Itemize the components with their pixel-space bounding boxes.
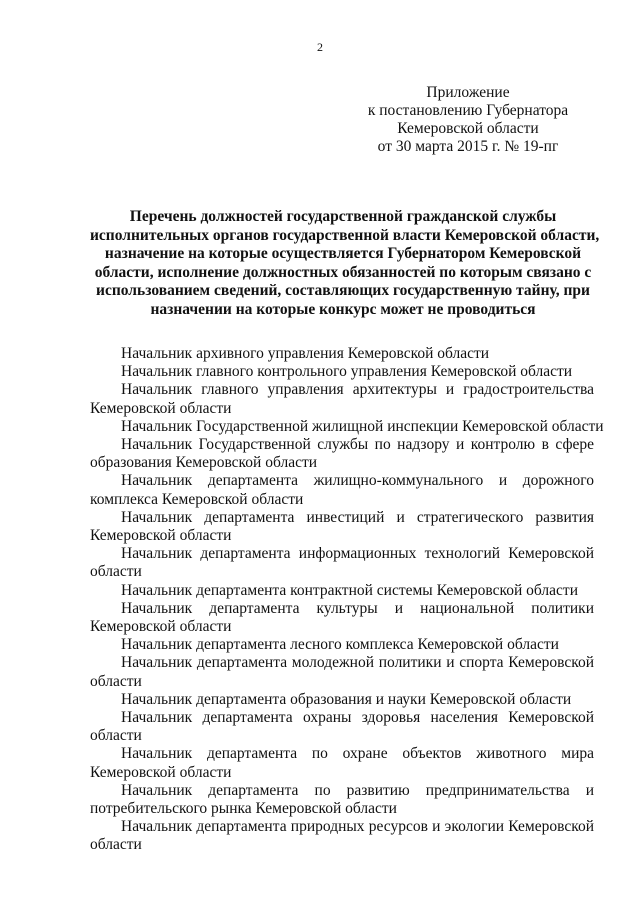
position-item xyxy=(90,417,604,436)
position-item-line: Начальник Государственной жилищной инспекции Кемеровской области xyxy=(121,417,604,435)
position-item xyxy=(90,381,594,417)
appendix-date-number: от 30 марта 2015 г. № 19-пг xyxy=(377,138,559,155)
title-line-6: назначении на которые конкурс может не проводиться xyxy=(150,300,536,318)
appendix-block xyxy=(356,84,580,156)
position-item-line: Начальник департамента молодежной политики и спорта Кемеровской xyxy=(121,654,594,672)
title-line-4: области, исполнение должностных обязанностей по которым связано с xyxy=(94,263,592,281)
position-item xyxy=(90,545,594,581)
position-item xyxy=(90,472,594,508)
position-item-continuation: Кемеровской области xyxy=(90,618,232,636)
position-item-line: Начальник департамента информационных технологий Кемеровской xyxy=(121,545,594,563)
position-item xyxy=(90,600,594,636)
position-item xyxy=(90,582,594,600)
position-item xyxy=(90,782,594,818)
position-item-continuation: области xyxy=(90,563,142,581)
position-item xyxy=(90,636,594,654)
position-item-continuation: области xyxy=(90,836,142,854)
position-item xyxy=(90,745,594,781)
position-item-line: Начальник департамента природных ресурсов и экологии Кемеровской xyxy=(121,818,594,836)
positions-list xyxy=(90,345,604,855)
position-item-line: Начальник архивного управления Кемеровской области xyxy=(121,345,490,362)
appendix-resolution-ref: к постановлению Губернатора xyxy=(367,102,569,119)
position-item-line: Начальник главного управления архитектуры и градостроительства xyxy=(121,381,594,399)
position-item-continuation: Кемеровской области xyxy=(90,527,232,545)
appendix-heading: Приложение xyxy=(426,84,510,101)
position-item xyxy=(90,709,594,745)
title-line-5: использованием сведений, составляющих государственную тайну, при xyxy=(96,282,590,299)
title-line-1: Перечень должностей государственной гражданской службы xyxy=(129,208,557,225)
position-item-continuation: области xyxy=(90,727,142,745)
position-item xyxy=(90,363,594,381)
position-item-line: Начальник Государственной службы по надзору и контролю в сфере xyxy=(121,436,594,454)
position-item-continuation: потребительского рынка Кемеровской области xyxy=(90,800,397,818)
position-item-continuation: образования Кемеровской области xyxy=(90,454,318,472)
position-item xyxy=(90,691,594,709)
position-item-line: Начальник департамента образования и науки Кемеровской области xyxy=(121,690,572,708)
position-item xyxy=(90,818,594,854)
position-item-line: Начальник департамента культуры и национальной политики xyxy=(121,599,594,617)
position-item xyxy=(90,436,594,472)
title-line-3: назначение на которые осуществляется Губернатором Кемеровской xyxy=(104,245,582,262)
position-item-continuation: Кемеровской области xyxy=(90,399,232,417)
title-line-2: исполнительных органов государственной власти Кемеровской области, xyxy=(90,226,600,244)
position-item-line: Начальник департамента по охране объектов животного мира xyxy=(121,745,594,763)
position-item-line: Начальник департамента контрактной системы Кемеровской области xyxy=(121,581,578,599)
position-item-continuation: Кемеровской области xyxy=(90,763,232,781)
position-item xyxy=(90,654,594,690)
position-item xyxy=(90,509,594,545)
position-item-line: Начальник департамента инвестиций и стратегического развития xyxy=(121,508,594,526)
position-item-line: Начальник департамента по развитию предпринимательства и xyxy=(121,781,594,799)
position-item-line: Начальник департамента охраны здоровья населения Кемеровской xyxy=(121,709,594,727)
position-item-continuation: комплекса Кемеровской области xyxy=(90,490,304,508)
position-item-line: Начальник департамента жилищно-коммунального и дорожного xyxy=(121,472,594,490)
position-item-line: Начальник главного контрольного управления Кемеровской области xyxy=(121,363,573,381)
page-number: 2 xyxy=(317,40,323,54)
position-item xyxy=(90,345,594,363)
document-title xyxy=(90,208,600,319)
position-item-line: Начальник департамента лесного комплекса Кемеровской области xyxy=(121,636,559,654)
position-item-continuation: области xyxy=(90,672,142,690)
appendix-region: Кемеровской области xyxy=(397,120,539,137)
